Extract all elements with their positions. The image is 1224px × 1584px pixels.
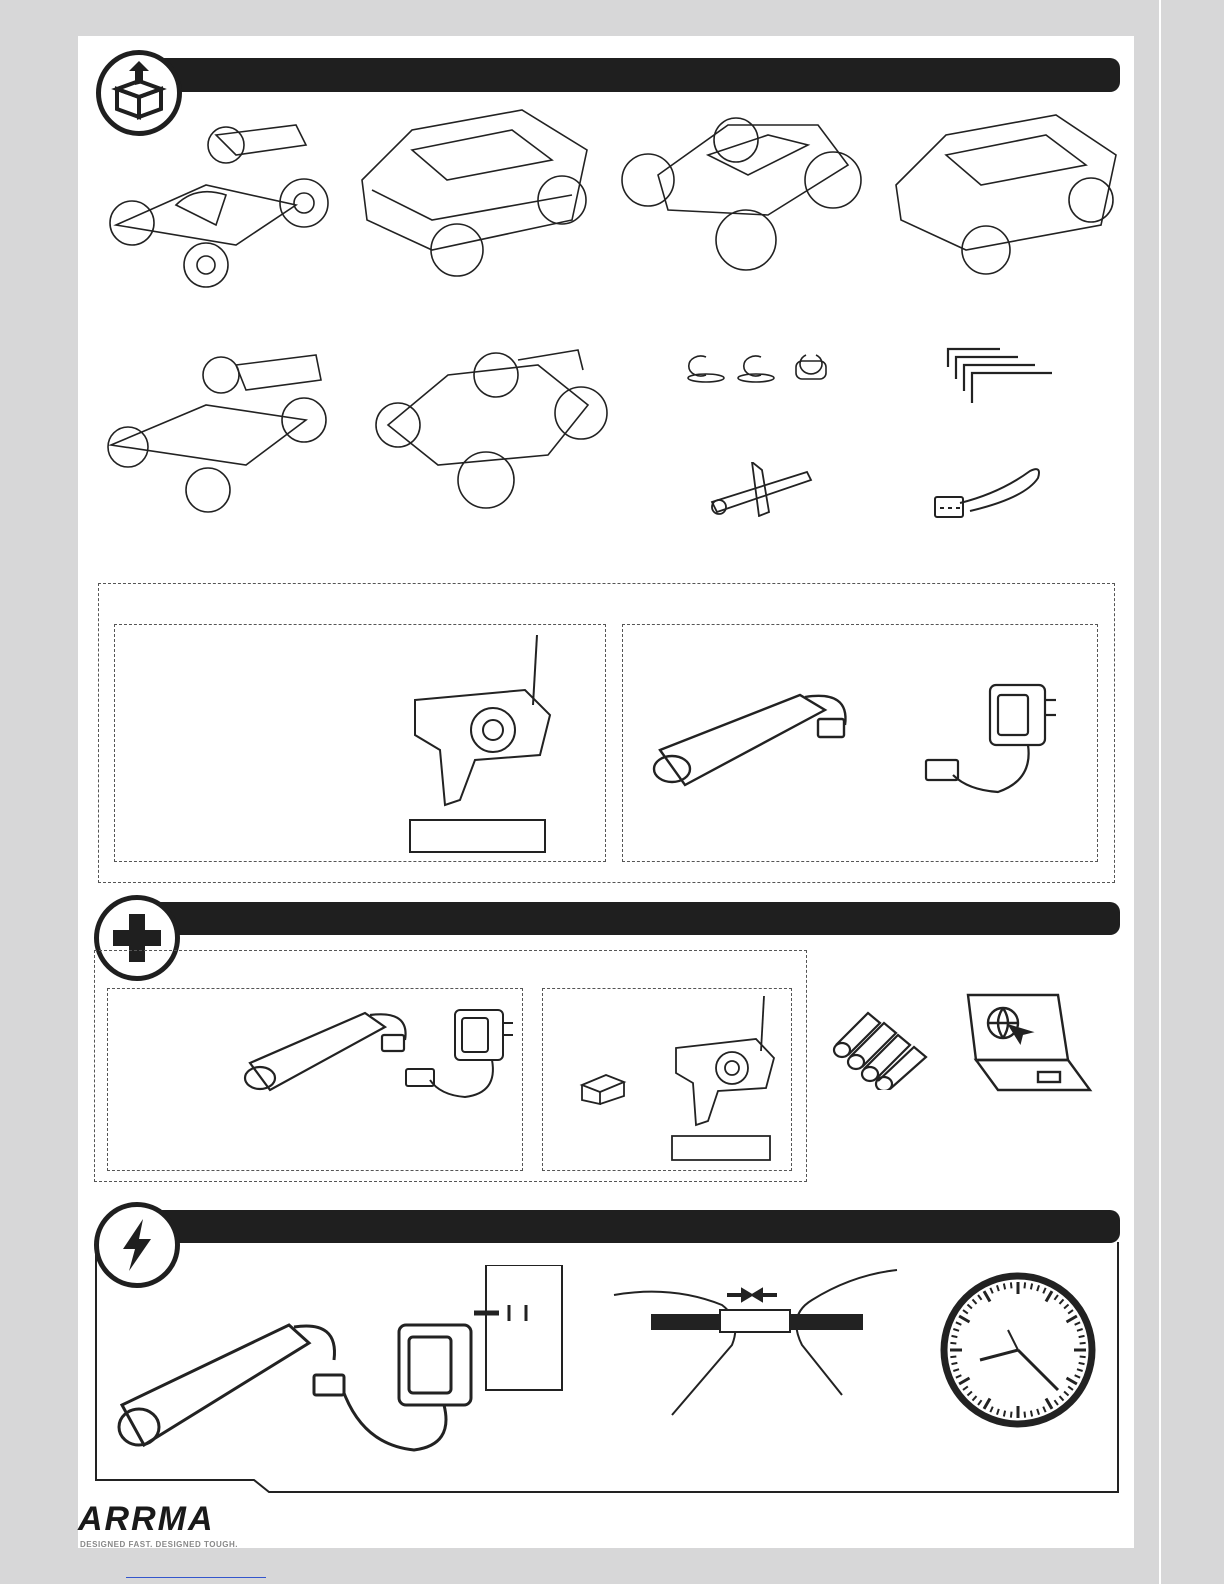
clock-tick <box>959 1378 969 1384</box>
short-course-truck-2-illustration <box>886 105 1126 280</box>
clock-tick <box>1031 1283 1032 1289</box>
transmitter-illustration <box>405 630 555 855</box>
clock-tick <box>1075 1375 1080 1377</box>
transmitter-2-illustration <box>668 993 778 1163</box>
clock-tick <box>963 1386 968 1390</box>
buggy-illustration <box>96 105 336 290</box>
clock-tick <box>1037 1409 1039 1415</box>
clock-tick <box>963 1310 968 1314</box>
clock-tick <box>1046 1398 1052 1408</box>
clock-tick <box>972 1396 976 1400</box>
buggy-2-illustration <box>96 335 336 520</box>
clock-illustration <box>938 1270 1098 1430</box>
receiver-illustration <box>578 1070 628 1105</box>
clock-tick <box>1011 1282 1012 1288</box>
clock-tick <box>951 1336 957 1337</box>
clock-tick <box>1031 1411 1032 1417</box>
wall-charger-illustration <box>918 680 1058 800</box>
clock-tick <box>1046 1291 1052 1301</box>
short-course-truck-illustration <box>352 100 592 280</box>
section-bar-box-contents <box>150 58 1120 92</box>
body-clips-illustration <box>676 345 841 390</box>
clock-tick <box>1079 1336 1085 1337</box>
clock-tick <box>967 1391 971 1395</box>
clock-tick <box>984 1291 990 1301</box>
brand-tagline: DESIGNED FAST. DESIGNED TOUGH. <box>80 1540 238 1549</box>
stadium-truck-illustration <box>368 335 613 515</box>
clock-tick <box>1075 1322 1080 1324</box>
clock-tick <box>1077 1329 1083 1331</box>
clock-tick <box>953 1329 959 1331</box>
clock-tick <box>950 1343 956 1344</box>
clock-tick <box>997 1409 999 1415</box>
hex-wrenches-illustration <box>940 345 1055 407</box>
cross-wrench-illustration <box>707 462 817 517</box>
clock-tick <box>953 1369 959 1371</box>
clock-tick <box>1037 1285 1039 1291</box>
clock-tick <box>990 1407 992 1412</box>
clock-tick <box>984 1398 990 1408</box>
brand-logo: ARRMA <box>78 1500 215 1538</box>
clock-tick <box>1080 1343 1086 1344</box>
clock-tick <box>997 1285 999 1291</box>
clock-tick <box>1054 1400 1058 1405</box>
page-edge <box>1159 0 1161 1584</box>
section-bar-charging <box>150 1210 1120 1243</box>
clock-tick <box>972 1299 976 1303</box>
clock-tick <box>1068 1310 1073 1314</box>
clock-tick <box>1066 1378 1076 1384</box>
laptop-illustration <box>958 990 1093 1095</box>
clock-tick <box>1024 1282 1025 1288</box>
connector-plug-illustration <box>612 1265 902 1425</box>
clock-tick <box>1079 1363 1085 1364</box>
clock-tick <box>978 1400 982 1405</box>
clock-tick <box>1004 1411 1005 1417</box>
clock-tick <box>1059 1299 1063 1303</box>
battery-pack-illustration <box>650 685 860 790</box>
clock-tick <box>956 1322 961 1324</box>
monster-truck-illustration <box>618 105 868 275</box>
clock-tick <box>1077 1369 1083 1371</box>
clock-tick <box>1011 1412 1012 1418</box>
clock-tick <box>978 1295 982 1300</box>
battery-pack-2-illustration <box>240 1005 420 1095</box>
clock-tick <box>1004 1283 1005 1289</box>
clock-tick <box>1080 1356 1086 1357</box>
footer-link-underline[interactable] <box>126 1577 266 1578</box>
clock-tick <box>1064 1391 1068 1395</box>
clock-tick <box>1066 1316 1076 1322</box>
clock-tick <box>1043 1407 1045 1412</box>
clock-tick <box>956 1375 961 1377</box>
clock-tick <box>990 1288 992 1293</box>
section-bar-required-items <box>150 902 1120 935</box>
clock-tick <box>967 1304 971 1308</box>
wall-charger-2-illustration <box>400 1005 525 1105</box>
battery-charging-illustration <box>114 1265 574 1465</box>
clock-tick <box>1043 1288 1045 1293</box>
clock-tick <box>959 1316 969 1322</box>
clock-tick <box>1064 1304 1068 1308</box>
clock-tick <box>1054 1295 1058 1300</box>
clock-tick <box>951 1363 957 1364</box>
bind-plug-illustration <box>930 463 1050 523</box>
clock-tick <box>1024 1412 1025 1418</box>
aa-batteries-illustration <box>828 1005 933 1090</box>
clock-tick <box>1068 1386 1073 1390</box>
clock-tick <box>950 1356 956 1357</box>
clock-tick <box>1059 1396 1063 1400</box>
